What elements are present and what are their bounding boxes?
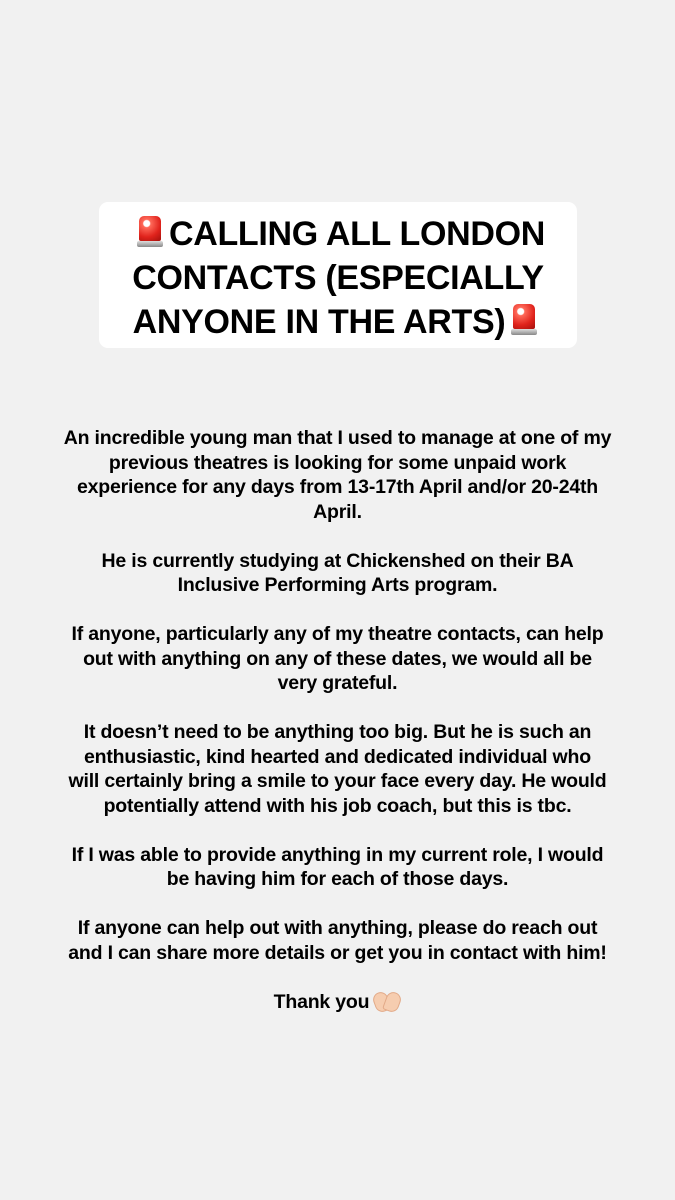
paragraph-line: If anyone can help out with anything, please do reach out bbox=[77, 917, 598, 939]
paragraph-line: April. bbox=[313, 500, 362, 523]
paragraph-line: will certainly bring a smile to your face every day. He would bbox=[68, 770, 607, 792]
title-line-3 bbox=[99, 300, 577, 344]
paragraph bbox=[0, 426, 675, 524]
siren-icon bbox=[511, 304, 537, 336]
paragraph-line: and I can share more details or get you in contact with him! bbox=[68, 941, 607, 964]
paragraph-line: out with anything on any of these dates, we would all be bbox=[83, 647, 592, 670]
paragraph bbox=[0, 916, 675, 965]
title-card bbox=[99, 202, 577, 348]
paragraph-line: If I was able to provide anything in my current role, I would bbox=[71, 843, 604, 866]
paragraph-line: An incredible young man that I used to manage at one of my bbox=[63, 427, 612, 449]
paragraph bbox=[0, 549, 675, 598]
post-body bbox=[0, 426, 675, 1039]
paragraph-line: Inclusive Performing Arts program. bbox=[177, 574, 498, 596]
paragraph-line: previous theatres is looking for some unpaid work bbox=[108, 451, 567, 474]
closing-text: Thank you bbox=[273, 990, 370, 1013]
paragraph bbox=[0, 720, 675, 818]
closing-line bbox=[0, 990, 675, 1015]
title-text: CALLING ALL LONDON bbox=[168, 215, 546, 253]
siren-icon bbox=[137, 216, 163, 248]
paragraph-line: enthusiastic, kind hearted and dedicated individual who bbox=[84, 745, 591, 768]
paragraph-line: experience for any days from 13-17th April and/or 20-24th bbox=[76, 476, 599, 498]
heart-hands-icon bbox=[373, 990, 401, 1012]
title-text: ANYONE IN THE ARTS) bbox=[132, 303, 506, 341]
title-line-2 bbox=[99, 256, 577, 300]
paragraph-line: It doesn’t need to be anything too big. But he is such an bbox=[83, 721, 592, 743]
paragraph bbox=[0, 843, 675, 892]
paragraph-line: If anyone, particularly any of my theatre contacts, can help bbox=[71, 623, 604, 645]
paragraph-line: He is currently studying at Chickenshed on their BA bbox=[101, 549, 574, 572]
paragraph bbox=[0, 622, 675, 696]
paragraph-line: very grateful. bbox=[277, 672, 398, 694]
paragraph-line: potentially attend with his job coach, but this is tbc. bbox=[103, 794, 572, 817]
paragraph-line: be having him for each of those days. bbox=[166, 868, 509, 890]
title-text: CONTACTS (ESPECIALLY bbox=[132, 259, 544, 297]
title-line-1 bbox=[99, 212, 577, 256]
